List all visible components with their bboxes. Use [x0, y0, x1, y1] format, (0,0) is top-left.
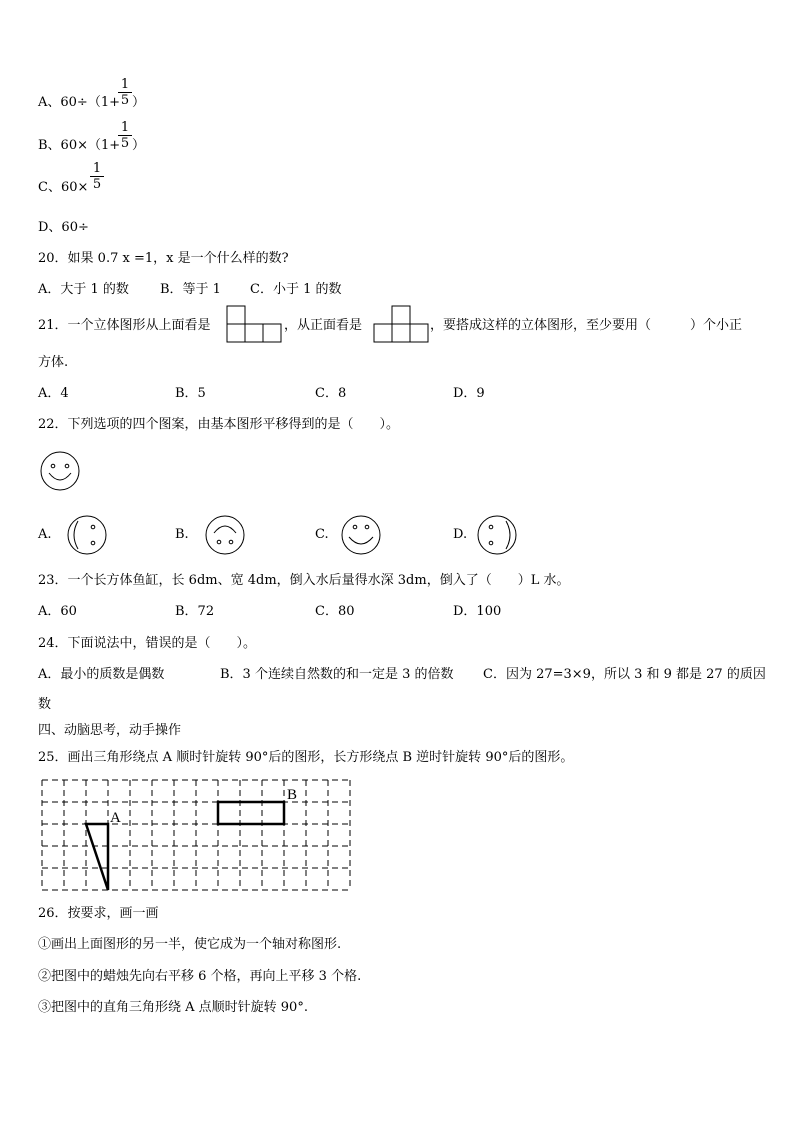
option-b-suffix: ）: [132, 138, 146, 153]
q24-option-b: B．3 个连续自然数的和一定是 3 的倍数: [220, 667, 454, 682]
right-triangle: [86, 824, 108, 890]
q24-stem: 24．下面说法中，错误的是（ ）。: [38, 636, 257, 651]
q21-option-b: B．5: [175, 386, 206, 401]
option-b-face: [204, 515, 246, 555]
option-c-prefix: C、60×: [38, 180, 89, 195]
fraction-b: [118, 121, 132, 150]
q21-stem-3: ，要搭成这样的立体图形，至少要用（ ）个小正: [430, 318, 743, 333]
option-b: [38, 138, 120, 154]
point-b-label: B: [287, 787, 298, 803]
q21-option-a: A．4: [38, 386, 69, 401]
q22-option-c-label: C.: [315, 527, 329, 542]
q24-option-a: A．最小的质数是偶数: [38, 667, 165, 682]
q22-option-b-label: B.: [175, 527, 189, 542]
q21-stem-cont: 方体.: [38, 355, 69, 370]
fraction-c-denominator: 5: [92, 177, 102, 192]
fraction-a-numerator: 1: [120, 77, 130, 92]
fraction-b-numerator: 1: [120, 120, 130, 135]
base-face-figure: [40, 451, 80, 491]
option-b-prefix: B、60×（1+: [38, 138, 121, 153]
q23-option-b: B．72: [175, 604, 215, 619]
front-view-figure: [373, 305, 429, 343]
q20-option-c: C．小于 1 的数: [250, 282, 342, 297]
q22-stem: 22．下列选项的四个图案，由基本图形平移得到的是（ ）。: [38, 417, 400, 432]
q21-stem-1: 21．一个立体图形从上面看是: [38, 318, 211, 333]
q23-stem: 23．一个长方体鱼缸，长 6dm、宽 4dm，倒入水后量得水深 3dm，倒入了（ ）L 水。: [38, 573, 570, 588]
option-c: [38, 180, 88, 196]
q26-item-1: ①画出上面图形的另一半，使它成为一个轴对称图形.: [38, 937, 342, 952]
q21-option-c: C．8: [315, 386, 347, 401]
q20-stem: 20．如果 0.7 x =1，x 是一个什么样的数?: [38, 251, 289, 266]
q23-option-d: D．100: [453, 604, 502, 619]
q23-option-a: A．60: [38, 604, 77, 619]
q22-option-a-label: A.: [38, 527, 52, 542]
q26-item-2: ②把图中的蜡烛先向右平移 6 个格，再向上平移 3 个格.: [38, 969, 362, 984]
q20-option-b: B．等于 1: [160, 282, 221, 297]
option-a-prefix: A、60÷（1+: [38, 95, 120, 110]
q23-option-c: C．80: [315, 604, 355, 619]
q26-item-3: ③把图中的直角三角形绕 A 点顺时针旋转 90°.: [38, 1000, 308, 1015]
q21-option-d: D．9: [453, 386, 485, 401]
top-view-figure: [226, 305, 282, 343]
fraction-c-numerator: 1: [92, 161, 102, 176]
section-heading: 四、动脑思考，动手操作: [38, 723, 182, 738]
rotation-grid: [42, 780, 354, 890]
point-a-label: A: [110, 810, 121, 826]
q21-stem-2: ，从正面看是: [284, 318, 363, 333]
rectangle: [218, 802, 284, 824]
q26-stem: 26．按要求，画一画: [38, 906, 159, 921]
fraction-a: [118, 78, 132, 107]
option-a: [38, 95, 120, 111]
q22-option-d-label: D.: [453, 527, 468, 542]
option-d-face: [476, 515, 518, 555]
option-a-face: [66, 515, 108, 555]
q24-option-c-cont: 数: [38, 697, 52, 712]
q25-stem: 25．画出三角形绕点 A 顺时针旋转 90°后的图形，长方形绕点 B 逆时针旋转 90°后的图形。: [38, 750, 574, 765]
fraction-b-denominator: 5: [120, 136, 130, 151]
q20-option-a: A．大于 1 的数: [38, 282, 129, 297]
fraction-c: [90, 162, 104, 191]
fraction-a-denominator: 5: [120, 93, 130, 108]
option-d: D、60÷: [38, 220, 89, 235]
option-a-suffix: ）: [132, 95, 146, 110]
q24-option-c: C．因为 27=3×9，所以 3 和 9 都是 27 的质因: [483, 667, 766, 682]
option-c-face: [340, 515, 382, 555]
